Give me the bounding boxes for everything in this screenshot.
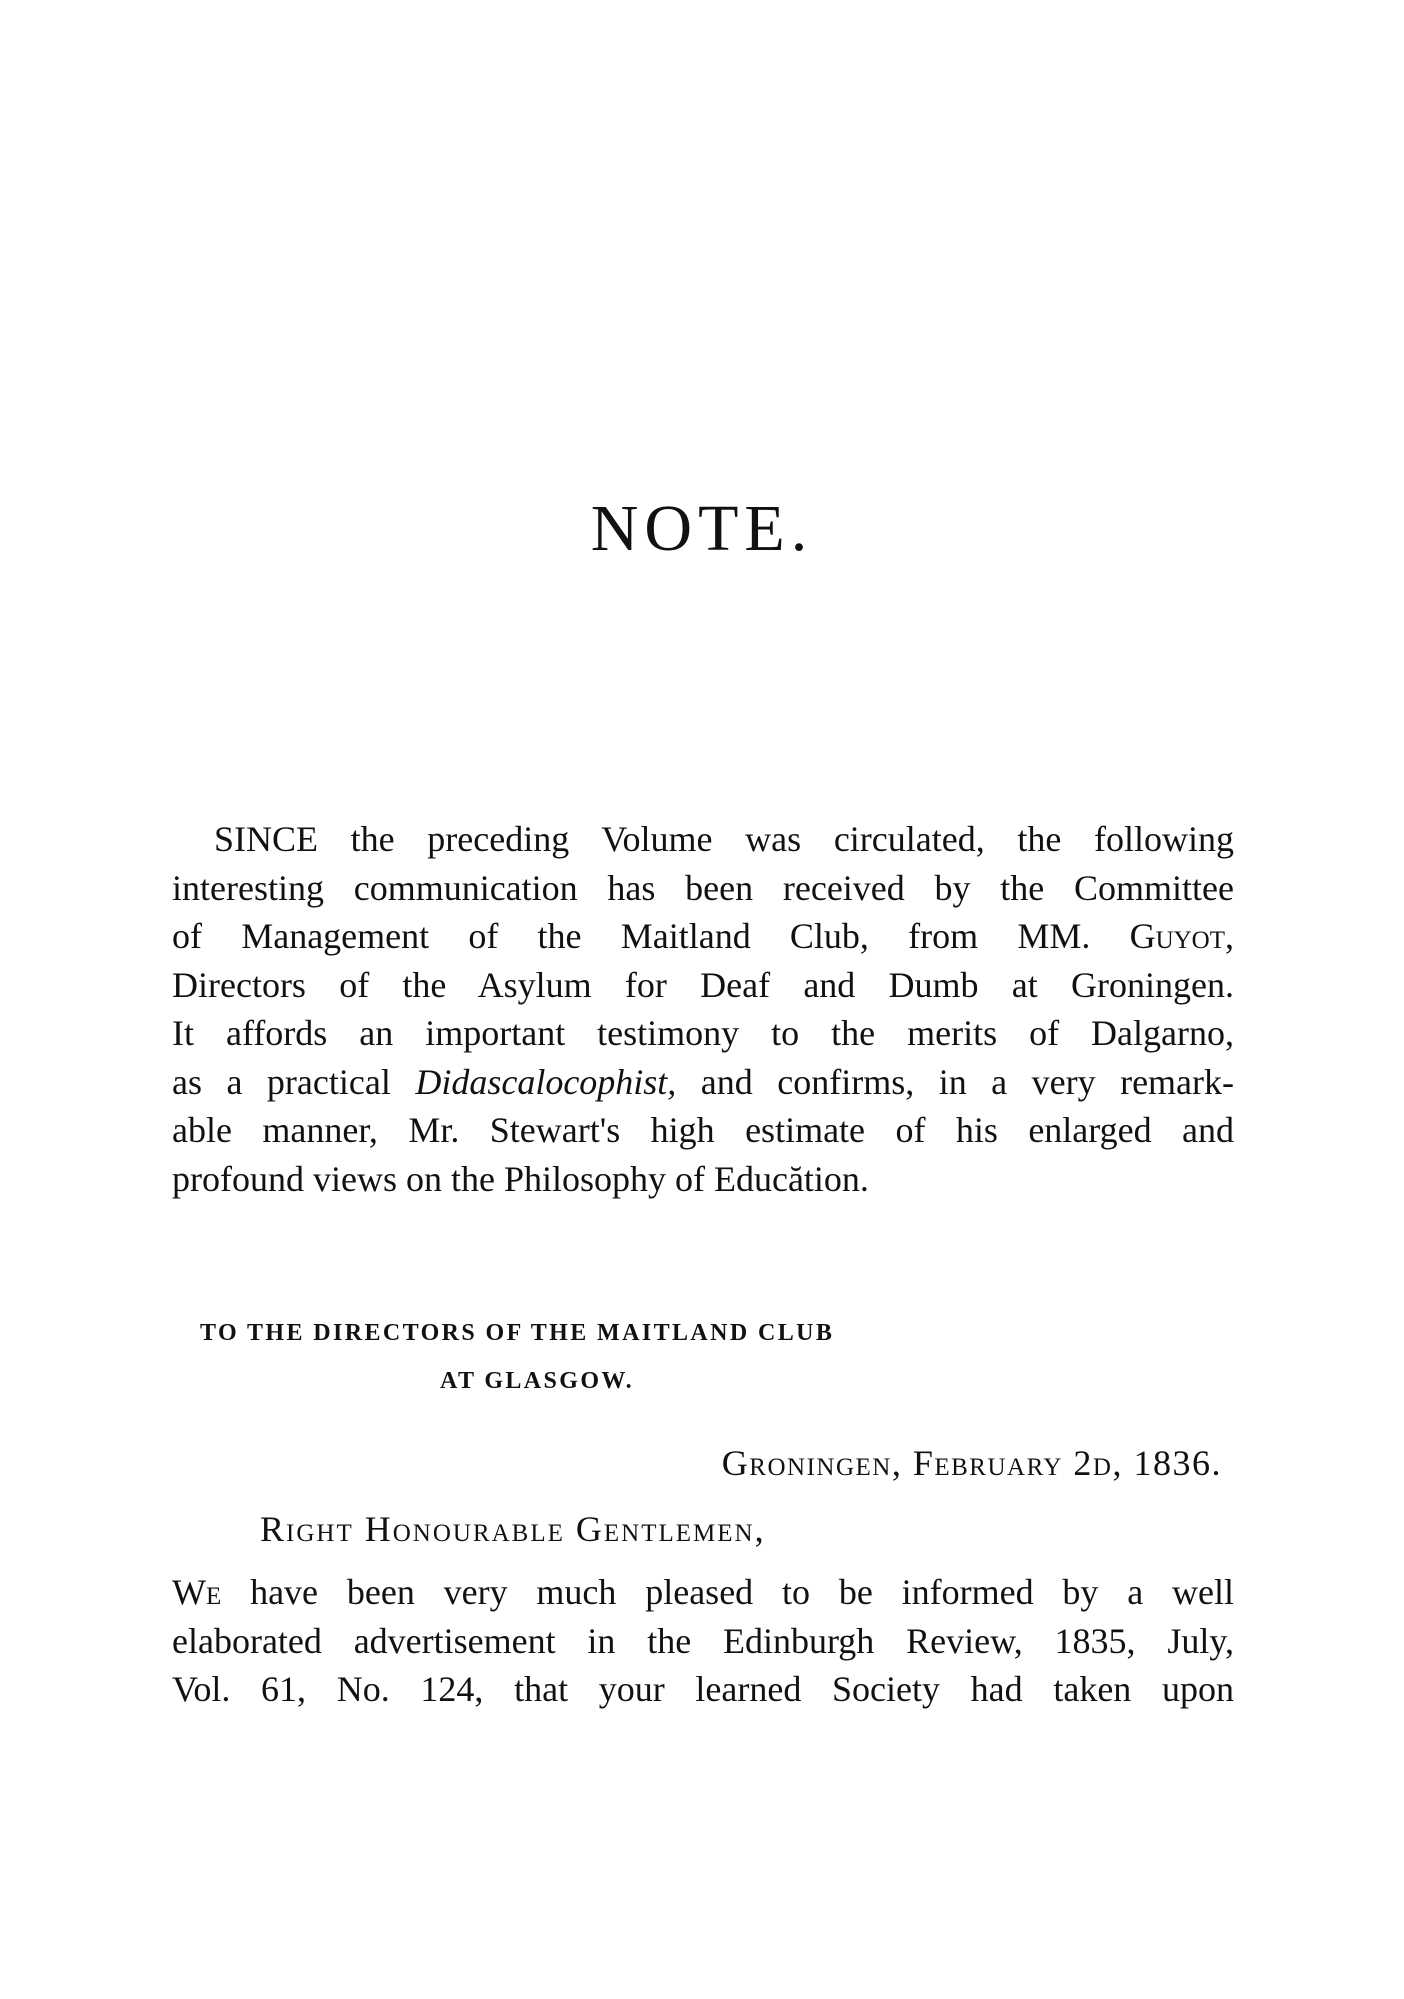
paragraph-line: able manner, Mr. Stewart's high estimate of his enlarged and: [172, 1110, 1234, 1150]
salutation: Right Honourable Gentlemen,: [260, 1509, 766, 1549]
intro-paragraph: [172, 815, 1234, 1203]
guyot-name: Guyot,: [1129, 916, 1235, 956]
paragraph-line: [172, 1058, 1234, 1107]
paragraph-line-text: of Management of the Maitland Club, from MM.: [172, 916, 1091, 956]
page-title: NOTE.: [590, 492, 814, 565]
paragraph-line: Directors of the Asylum for Deaf and Dumb at Groningen.: [172, 964, 1234, 1005]
address-line-2: AT GLASGOW.: [440, 1368, 635, 1394]
paragraph-line: profound views on the Philosophy of Educătion.: [172, 1158, 869, 1199]
italic-term: Didascalocophist,: [415, 1061, 677, 1102]
letter-line: elaborated advertisement in the Edinburgh Review, 1835, July,: [172, 1620, 1234, 1661]
address-line-1: TO THE DIRECTORS OF THE MAITLAND CLUB: [200, 1320, 835, 1346]
dateline: Groningen, February 2d, 1836.: [721, 1443, 1222, 1483]
letter-line-text: have been very much pleased to be informed by a well: [250, 1572, 1234, 1612]
letter-body: [172, 1568, 1234, 1714]
paragraph-line: It affords an important testimony to the merits of Dalgarno,: [172, 1013, 1234, 1053]
paragraph-line-tail: and confirms, in a very remark-: [700, 1061, 1235, 1102]
letter-first-word: We: [172, 1572, 222, 1612]
letter-line: Vol. 61, No. 124, that your learned Society had taken upon: [172, 1669, 1234, 1709]
paragraph-line: interesting communication has been received by the Committee: [172, 867, 1234, 908]
paragraph-line: SINCE the preceding Volume was circulated, the following: [214, 819, 1234, 859]
paragraph-line: [172, 912, 1234, 961]
letter-line: [172, 1568, 1234, 1617]
paragraph-line-text: as a practical: [172, 1061, 391, 1102]
